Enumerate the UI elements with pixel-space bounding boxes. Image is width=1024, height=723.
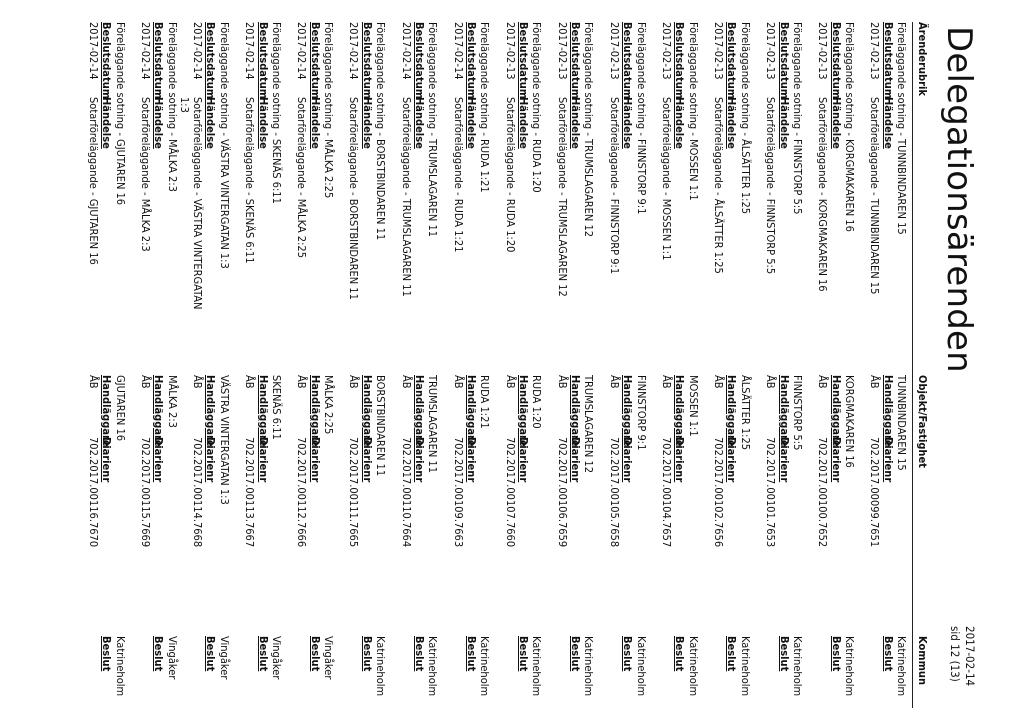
case-handlaggare: ÅB <box>347 375 361 389</box>
case-diarienr-label: Diarienr <box>308 437 322 483</box>
case-handelse-label: Händelse <box>673 97 687 149</box>
case-item <box>387 22 439 722</box>
case-beslut-label: Beslut <box>881 636 895 672</box>
page-date: 2017-02-14 <box>963 626 977 687</box>
case-beslutsdatum-label: Beslutsdatum <box>517 22 531 100</box>
case-handelse: Sotarföreläggande - MÅLKA 2:25 <box>295 97 309 258</box>
case-kommun: Katrineholm <box>478 636 492 697</box>
case-handelse-label: Händelse <box>204 97 218 149</box>
case-handlaggare: ÅB <box>712 375 726 389</box>
case-handelse-label: Händelse <box>360 97 374 149</box>
case-beslut-label: Beslut <box>256 636 270 672</box>
case-handelse: Sotarföreläggande - GJUTAREN 16 <box>87 97 100 265</box>
case-beslut-label: Beslut <box>725 636 739 672</box>
case-beslut-label: Beslut <box>829 636 843 672</box>
case-datum: 2017-02-14 <box>295 22 309 80</box>
case-item <box>127 22 179 722</box>
case-item <box>543 22 595 722</box>
case-diarienr: 702.2017.00114.7668 <box>191 437 205 548</box>
case-handlaggare-label: Handläggare <box>725 375 739 447</box>
case-datum: 2017-02-14 <box>451 22 465 80</box>
case-beslut-label: Beslut <box>569 636 583 672</box>
case-kommun: Katrineholm <box>374 636 388 697</box>
case-beslut-label: Beslut <box>360 636 374 672</box>
case-diarienr-label: Diarienr <box>412 437 426 483</box>
case-diarienr: 702.2017.00099.7651 <box>868 437 882 548</box>
case-objekt: FINNSTORP 9:1 <box>634 375 648 451</box>
case-diarienr: 702.2017.00106.7659 <box>555 437 569 548</box>
case-diarienr: 702.2017.00110.7664 <box>399 437 413 548</box>
case-handlaggare: ÅB <box>399 375 413 389</box>
case-diarienr: 702.2017.00105.7658 <box>607 437 621 548</box>
case-objekt: TRUMSLAGAREN 12 <box>582 375 596 474</box>
case-beslutsdatum-label: Beslutsdatum <box>673 22 687 100</box>
case-beslutsdatum-label: Beslutsdatum <box>152 22 166 100</box>
case-datum: 2017-02-13 <box>816 22 830 80</box>
case-handelse: Sotarföreläggande - SKENÄS 6:11 <box>243 97 257 264</box>
case-handelse: Sotarföreläggande - TRUMSLAGAREN 12 <box>555 97 569 297</box>
case-kommun: Katrineholm <box>686 636 700 697</box>
case-handelse: Sotarföreläggande - FINNSTORP 9:1 <box>607 97 621 275</box>
case-beslutsdatum-label: Beslutsdatum <box>829 22 843 100</box>
case-diarienr-label: Diarienr <box>204 437 218 483</box>
case-beslut-label: Beslut <box>412 636 426 672</box>
case-rubrik: Föreläggande sotning - MÅLKA 2:25 <box>321 22 335 199</box>
case-diarienr: 702.2017.00104.7657 <box>660 437 674 548</box>
case-handlaggare-label: Handläggare <box>308 375 322 447</box>
case-objekt: TRUMSLAGAREN 11 <box>426 375 440 474</box>
case-handelse: Sotarföreläggande - ÅLSÄTTER 1:25 <box>712 97 726 274</box>
case-diarienr-label: Diarienr <box>673 437 687 483</box>
case-beslutsdatum-label: Beslutsdatum <box>204 22 218 100</box>
case-beslutsdatum-label: Beslutsdatum <box>256 22 270 100</box>
case-handelse-label: Händelse <box>829 97 843 149</box>
case-handlaggare-label: Handläggare <box>360 375 374 447</box>
case-rubrik: Föreläggande sotning - BORSTBINDAREN 11 <box>374 22 388 241</box>
case-handelse-label: Händelse <box>725 97 739 149</box>
case-diarienr: 702.2017.00113.7667 <box>243 437 257 548</box>
case-diarienr-label: Diarienr <box>256 437 270 483</box>
case-objekt: KORGMAKAREN 16 <box>842 375 856 468</box>
case-handlaggare-label: Handläggare <box>204 375 218 447</box>
case-handlaggare: ÅB <box>816 375 830 389</box>
case-diarienr: 702.2017.00101.7653 <box>764 437 778 548</box>
case-objekt: MÅLKA 2:25 <box>321 375 335 435</box>
case-beslutsdatum-label: Beslutsdatum <box>881 22 895 100</box>
case-beslutsdatum-label: Beslutsdatum <box>621 22 635 100</box>
case-item <box>439 22 491 722</box>
case-kommun: Katrineholm <box>842 636 856 697</box>
case-handlaggare: ÅB <box>503 375 517 389</box>
case-handelse-label: Händelse <box>621 97 635 149</box>
case-datum: 2017-02-13 <box>712 22 726 80</box>
case-datum: 2017-02-14 <box>243 22 257 80</box>
case-handelse: Sotarföreläggande - BORSTBINDAREN 11 <box>347 97 361 300</box>
case-beslutsdatum-label: Beslutsdatum <box>464 22 478 100</box>
case-beslutsdatum-label: Beslutsdatum <box>360 22 374 100</box>
case-handelse: Sotarföreläggande - RUDA 1:20 <box>503 97 517 253</box>
case-handlaggare-label: Handläggare <box>673 375 687 447</box>
case-diarienr-label: Diarienr <box>777 437 791 483</box>
case-handlaggare-label: Handläggare <box>569 375 583 447</box>
case-item <box>856 22 908 722</box>
case-objekt: TUNNBINDAREN 15 <box>895 375 908 471</box>
case-diarienr-label: Diarienr <box>517 437 531 483</box>
case-handelse: Sotarföreläggande - KORGMAKAREN 16 <box>816 97 830 292</box>
case-diarienr-label: Diarienr <box>881 437 895 483</box>
case-diarienr: 702.2017.00111.7665 <box>347 437 361 548</box>
case-handlaggare: ÅB <box>660 375 674 389</box>
case-datum: 2017-02-13 <box>764 22 778 80</box>
case-handelse: Sotarföreläggande - VÄSTRA VINTERGATAN <box>191 97 205 310</box>
case-datum: 2017-02-14 <box>191 22 205 80</box>
case-datum: 2017-02-13 <box>555 22 569 80</box>
case-rubrik: Föreläggande sotning - FINNSTORP 5:5 <box>790 22 804 215</box>
case-handelse-label: Händelse <box>464 97 478 149</box>
case-datum: 2017-02-13 <box>607 22 621 80</box>
case-objekt: GJUTAREN 16 <box>113 375 127 442</box>
case-beslutsdatum-label: Beslutsdatum <box>100 22 114 100</box>
case-item <box>700 22 752 722</box>
case-diarienr: 702.2017.00107.7660 <box>503 437 517 548</box>
case-datum: 2017-02-13 <box>503 22 517 80</box>
case-beslut-label: Beslut <box>152 636 166 672</box>
case-datum: 2017-02-13 <box>660 22 674 80</box>
case-beslutsdatum-label: Beslutsdatum <box>569 22 583 100</box>
case-item <box>491 22 543 722</box>
case-diarienr-label: Diarienr <box>152 437 166 483</box>
case-beslut-label: Beslut <box>517 636 531 672</box>
case-beslutsdatum-label: Beslutsdatum <box>777 22 791 100</box>
case-datum: 2017-02-14 <box>139 22 153 80</box>
case-handlaggare: ÅB <box>868 375 882 389</box>
case-kommun: Katrineholm <box>790 636 804 697</box>
case-handelse: Sotarföreläggande - RUDA 1:21 <box>451 97 465 253</box>
case-item <box>595 22 647 722</box>
case-objekt: SKENÄS 6:11 <box>269 375 283 440</box>
case-kommun: Vingåker <box>269 636 283 680</box>
header-kommun: Kommun <box>916 636 929 685</box>
case-handlaggare-label: Handläggare <box>829 375 843 447</box>
header-divider <box>912 22 913 708</box>
case-diarienr-label: Diarienr <box>725 437 739 483</box>
case-handelse: Sotarföreläggande - TRUMSLAGAREN 11 <box>399 97 413 297</box>
case-objekt: RUDA 1:21 <box>478 375 492 429</box>
case-handlaggare: ÅB <box>191 375 205 389</box>
case-rubrik: Föreläggande sotning - MÅLKA 2:3 <box>165 22 179 192</box>
case-item <box>179 22 231 722</box>
case-handelse-cont: 1:3 <box>177 97 191 113</box>
case-beslut-label: Beslut <box>308 636 322 672</box>
case-handelse-label: Händelse <box>881 97 895 149</box>
case-diarienr-label: Diarienr <box>100 437 114 483</box>
case-handlaggare: ÅB <box>607 375 621 389</box>
case-kommun: Vingåker <box>217 636 231 680</box>
case-diarienr-label: Diarienr <box>464 437 478 483</box>
case-handelse-label: Händelse <box>256 97 270 149</box>
case-kommun: Katrineholm <box>738 636 752 697</box>
case-diarienr: 702.2017.00116.7670 <box>87 437 100 548</box>
case-rubrik: Föreläggande sotning - RUDA 1:21 <box>478 22 492 193</box>
page-number: sid 12 (13) <box>948 626 962 682</box>
case-rubrik: Föreläggande sotning - TUNNBINDAREN 15 <box>895 22 908 235</box>
case-diarienr-label: Diarienr <box>829 437 843 483</box>
case-handlaggare: ÅB <box>139 375 153 389</box>
case-rubrik: Föreläggande sotning - SKENÄS 6:11 <box>269 22 283 204</box>
case-kommun: Katrineholm <box>634 636 648 697</box>
case-list <box>75 22 909 722</box>
case-beslut-label: Beslut <box>777 636 791 672</box>
case-handelse-label: Händelse <box>777 97 791 149</box>
case-beslut-label: Beslut <box>464 636 478 672</box>
case-handelse: Sotarföreläggande - MÅLKA 2:3 <box>139 97 153 252</box>
case-objekt: RUDA 1:20 <box>530 375 544 429</box>
case-datum: 2017-02-14 <box>399 22 413 80</box>
case-item <box>231 22 283 722</box>
case-beslutsdatum-label: Beslutsdatum <box>308 22 322 100</box>
case-handelse-label: Händelse <box>308 97 322 149</box>
case-objekt: FINNSTORP 5:5 <box>790 375 804 451</box>
case-item <box>75 22 127 722</box>
case-handlaggare-label: Handläggare <box>777 375 791 447</box>
page-title: Delegationsärenden <box>939 26 979 373</box>
header-arenderubrik: Ärenderubrik <box>916 22 929 96</box>
case-handlaggare-label: Handläggare <box>152 375 166 447</box>
case-kommun: Katrineholm <box>530 636 544 697</box>
date-box <box>947 626 977 686</box>
case-beslut-label: Beslut <box>204 636 218 672</box>
case-kommun: Katrineholm <box>582 636 596 697</box>
case-objekt: MOSSEN 1:1 <box>686 375 700 437</box>
case-diarienr-label: Diarienr <box>621 437 635 483</box>
case-diarienr: 702.2017.00109.7663 <box>451 437 465 548</box>
case-objekt: BORSTBINDAREN 11 <box>374 375 388 477</box>
case-rubrik: Föreläggande sotning - TRUMSLAGAREN 12 <box>582 22 596 238</box>
case-diarienr: 702.2017.00115.7669 <box>139 437 153 548</box>
case-kommun: Katrineholm <box>895 636 908 697</box>
case-handlaggare-label: Handläggare <box>100 375 114 447</box>
case-handlaggare: ÅB <box>451 375 465 389</box>
case-item <box>335 22 387 722</box>
case-diarienr-label: Diarienr <box>360 437 374 483</box>
case-rubrik: Föreläggande sotning - ÅLSÄTTER 1:25 <box>738 22 752 215</box>
case-handelse: Sotarföreläggande - FINNSTORP 5:5 <box>764 97 778 275</box>
case-kommun: Katrineholm <box>113 636 127 697</box>
case-beslutsdatum-label: Beslutsdatum <box>725 22 739 100</box>
case-rubrik: Föreläggande sotning - KORGMAKAREN 16 <box>842 22 856 232</box>
case-rubrik: Föreläggande sotning - MOSSEN 1:1 <box>686 22 700 201</box>
case-diarienr: 702.2017.00100.7652 <box>816 437 830 548</box>
case-item <box>283 22 335 722</box>
case-handlaggare: ÅB <box>87 375 100 389</box>
case-datum: 2017-02-14 <box>87 22 100 80</box>
case-rubrik: Föreläggande sotning - RUDA 1:20 <box>530 22 544 193</box>
header-objekt: Objekt/Fastighet <box>916 375 929 468</box>
case-item <box>648 22 700 722</box>
case-kommun: Katrineholm <box>426 636 440 697</box>
case-rubrik: Föreläggande sotning - VÄSTRA VINTERGATAN 1:3 <box>217 22 231 269</box>
case-diarienr-label: Diarienr <box>569 437 583 483</box>
case-objekt: VÄSTRA VINTERGATAN 1:3 <box>217 375 231 505</box>
case-handlaggare-label: Handläggare <box>256 375 270 447</box>
case-beslut-label: Beslut <box>100 636 114 672</box>
case-handelse: Sotarföreläggande - TUNNBINDAREN 15 <box>868 97 882 295</box>
case-handelse-label: Händelse <box>517 97 531 149</box>
case-handelse-label: Händelse <box>412 97 426 149</box>
case-handlaggare-label: Handläggare <box>412 375 426 447</box>
case-handelse-label: Händelse <box>100 97 114 149</box>
case-diarienr: 702.2017.00102.7656 <box>712 437 726 548</box>
case-beslut-label: Beslut <box>673 636 687 672</box>
case-handlaggare-label: Handläggare <box>464 375 478 447</box>
case-handlaggare-label: Handläggare <box>881 375 895 447</box>
case-handlaggare: ÅB <box>555 375 569 389</box>
case-objekt: MÅLKA 2:3 <box>165 375 179 428</box>
case-datum: 2017-02-13 <box>868 22 882 80</box>
case-diarienr: 702.2017.00112.7666 <box>295 437 309 548</box>
case-datum: 2017-02-14 <box>347 22 361 80</box>
case-rubrik: Föreläggande sotning - GJUTAREN 16 <box>113 22 127 206</box>
case-beslutsdatum-label: Beslutsdatum <box>412 22 426 100</box>
case-handelse-label: Händelse <box>152 97 166 149</box>
case-handlaggare: ÅB <box>764 375 778 389</box>
case-handlaggare-label: Handläggare <box>517 375 531 447</box>
case-beslut-label: Beslut <box>621 636 635 672</box>
case-handelse-label: Händelse <box>569 97 583 149</box>
case-item <box>804 22 856 722</box>
case-objekt: ÅLSÄTTER 1:25 <box>738 375 752 451</box>
case-handlaggare: ÅB <box>295 375 309 389</box>
case-handlaggare-label: Handläggare <box>621 375 635 447</box>
case-handelse: Sotarföreläggande - MOSSEN 1:1 <box>660 97 674 261</box>
case-kommun: Vingåker <box>321 636 335 680</box>
case-kommun: Vingåker <box>165 636 179 680</box>
case-item <box>752 22 804 722</box>
case-handlaggare: ÅB <box>243 375 257 389</box>
case-rubrik: Föreläggande sotning - FINNSTORP 9:1 <box>634 22 648 215</box>
case-rubrik: Föreläggande sotning - TRUMSLAGAREN 11 <box>426 22 440 238</box>
